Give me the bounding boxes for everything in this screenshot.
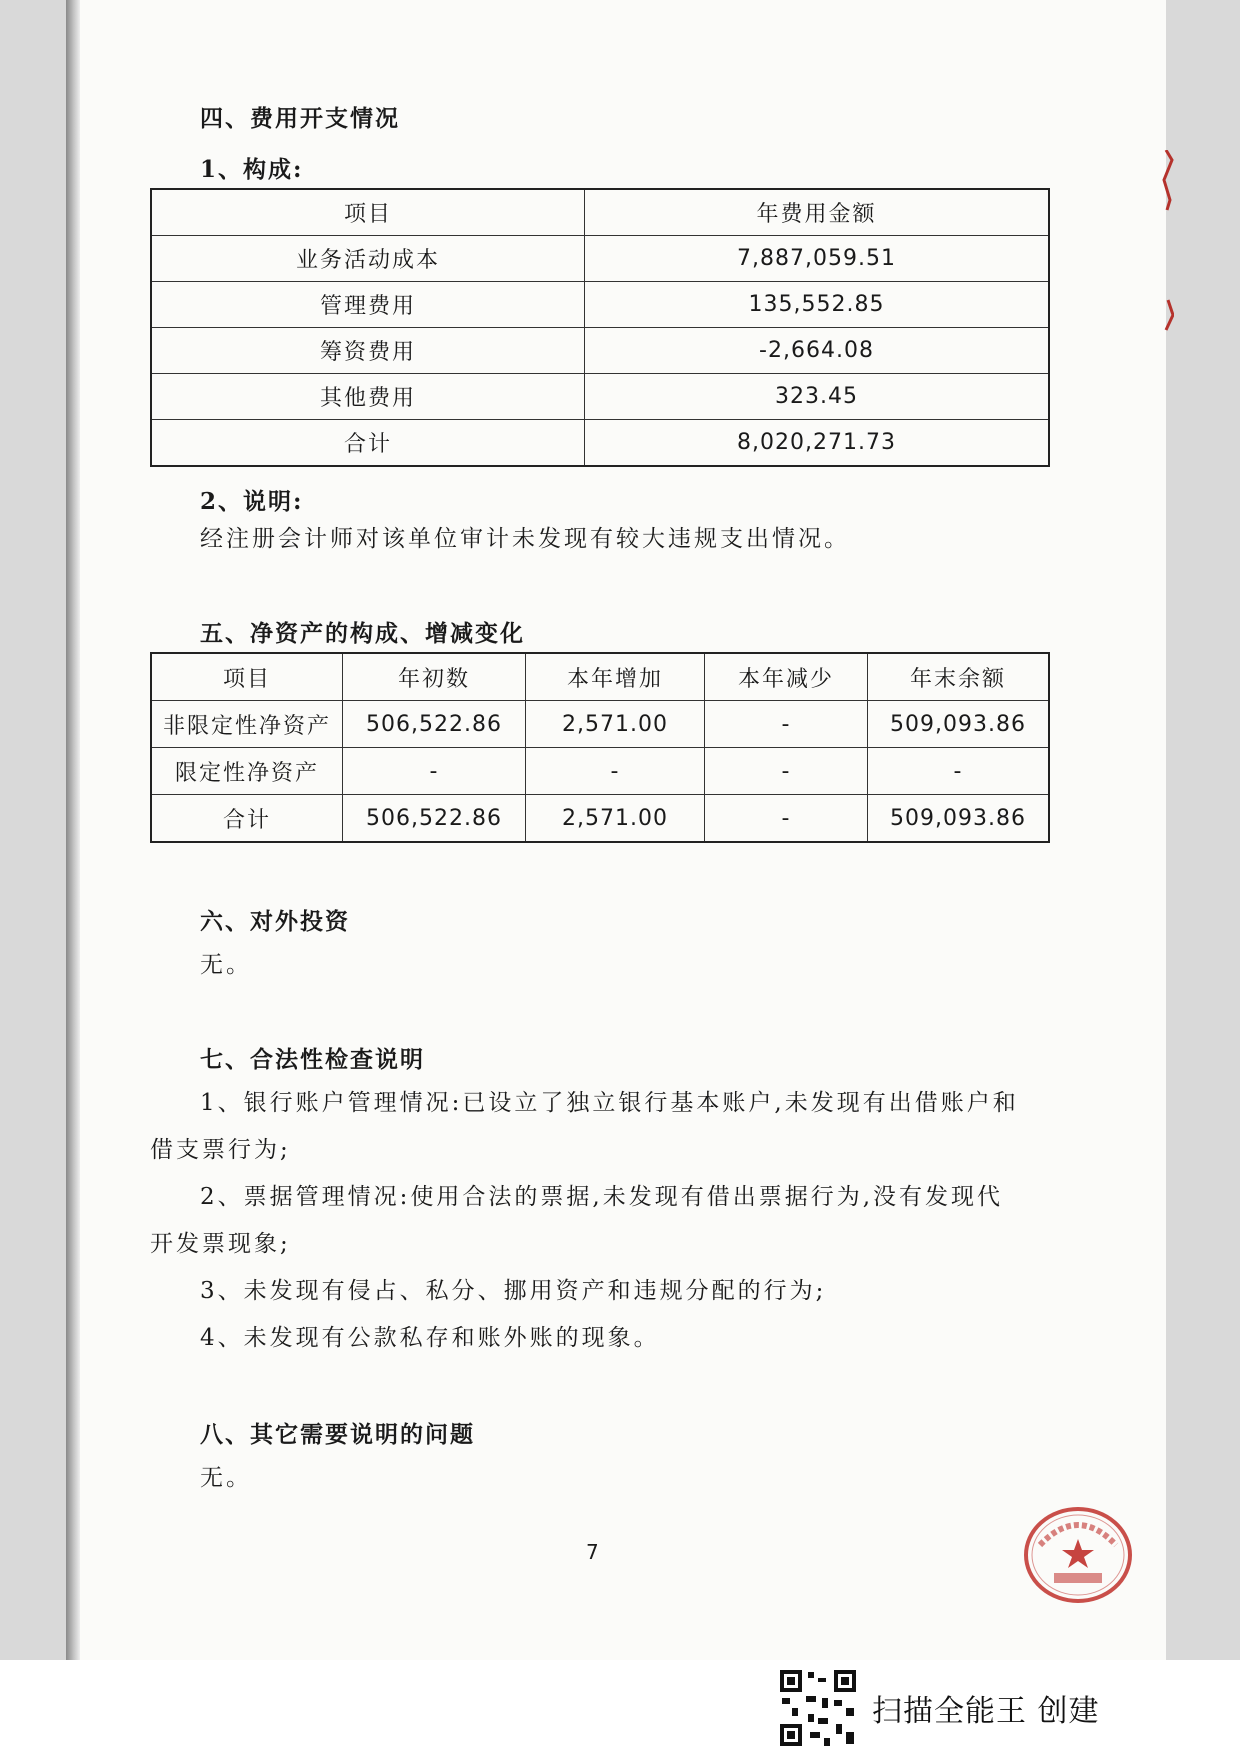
table-cell: 506,522.86 xyxy=(343,795,526,843)
document-content xyxy=(150,100,1050,1502)
table-header-row xyxy=(151,653,1049,701)
section-7-item-3: 3、未发现有侵占、私分、挪用资产和违规分配的行为; xyxy=(200,1278,827,1304)
section-7-item-1-cont: 借支票行为; xyxy=(150,1137,291,1163)
table-header-cell: 项目 xyxy=(151,653,343,701)
section-4-note: 经注册会计师对该单位审计未发现有较大违规支出情况。 xyxy=(200,526,850,552)
table-cell: - xyxy=(343,748,526,795)
table-cell: 135,552.85 xyxy=(585,282,1050,328)
table-header-row xyxy=(151,189,1049,236)
table-cell: 业务活动成本 xyxy=(151,236,585,282)
table-cell: -2,664.08 xyxy=(585,328,1050,374)
table-row xyxy=(151,748,1049,795)
table-cell: - xyxy=(526,748,705,795)
table-cell: 7,887,059.51 xyxy=(585,236,1050,282)
section-6-text: 无。 xyxy=(200,952,252,978)
section-7-item-4: 4、未发现有公款私存和账外账的现象。 xyxy=(200,1325,660,1351)
table-cell: 2,571.00 xyxy=(526,795,705,843)
table-cell: - xyxy=(868,748,1050,795)
table-cell: - xyxy=(705,795,868,843)
section-7-item-1: 1、银行账户管理情况:已设立了独立银行基本账户,未发现有出借账户和 xyxy=(200,1090,1019,1116)
table-cell: 8,020,271.73 xyxy=(585,420,1050,467)
table-row xyxy=(151,328,1049,374)
table-cell: 323.45 xyxy=(585,374,1050,420)
table-cell: 506,522.86 xyxy=(343,701,526,748)
table-header-cell: 本年减少 xyxy=(705,653,868,701)
table-row xyxy=(151,795,1049,843)
table-cell: 非限定性净资产 xyxy=(151,701,343,748)
table-header-cell: 年费用金额 xyxy=(585,189,1050,236)
table-cell: 509,093.86 xyxy=(868,795,1050,843)
table-cell: 509,093.86 xyxy=(868,701,1050,748)
table-cell: 其他费用 xyxy=(151,374,585,420)
scanner-watermark: 扫描全能王 创建 xyxy=(872,1694,1100,1729)
table-cell: 筹资费用 xyxy=(151,328,585,374)
section-7-item-2-cont: 开发票现象; xyxy=(150,1231,291,1257)
official-seal-stamp xyxy=(1022,1505,1134,1605)
table-cell: 限定性净资产 xyxy=(151,748,343,795)
section-8-title: 八、其它需要说明的问题 xyxy=(200,1421,475,1448)
section-6-title: 六、对外投资 xyxy=(200,908,350,935)
table-cell: - xyxy=(705,701,868,748)
table-row xyxy=(151,701,1049,748)
section-5-title: 五、净资产的构成、增减变化 xyxy=(200,620,525,647)
section-4-title: 四、费用开支情况 xyxy=(200,105,400,132)
section-4-sub1: 1、构成: xyxy=(200,156,304,183)
table-row xyxy=(151,236,1049,282)
page-number: 7 xyxy=(586,1540,599,1564)
table-cell: 合计 xyxy=(151,420,585,467)
section-7-title: 七、合法性检查说明 xyxy=(200,1046,425,1073)
section-4-sub2: 2、说明: xyxy=(200,488,304,515)
table-header-cell: 本年增加 xyxy=(526,653,705,701)
binding-shadow xyxy=(66,0,80,1660)
table-cell: 合计 xyxy=(151,795,343,843)
table-row xyxy=(151,282,1049,328)
red-edge-mark xyxy=(1160,150,1174,350)
table-row xyxy=(151,420,1049,467)
qr-code xyxy=(778,1668,858,1748)
expense-table xyxy=(150,188,1050,467)
section-7-item-2: 2、票据管理情况:使用合法的票据,未发现有借出票据行为,没有发现代 xyxy=(200,1184,1004,1210)
table-header-cell: 年初数 xyxy=(343,653,526,701)
section-8-text: 无。 xyxy=(200,1465,252,1491)
table-header-cell: 项目 xyxy=(151,189,585,236)
table-cell: 2,571.00 xyxy=(526,701,705,748)
table-header-cell: 年末余额 xyxy=(868,653,1050,701)
table-cell: - xyxy=(705,748,868,795)
net-assets-table xyxy=(150,652,1050,843)
table-row xyxy=(151,374,1049,420)
table-cell: 管理费用 xyxy=(151,282,585,328)
